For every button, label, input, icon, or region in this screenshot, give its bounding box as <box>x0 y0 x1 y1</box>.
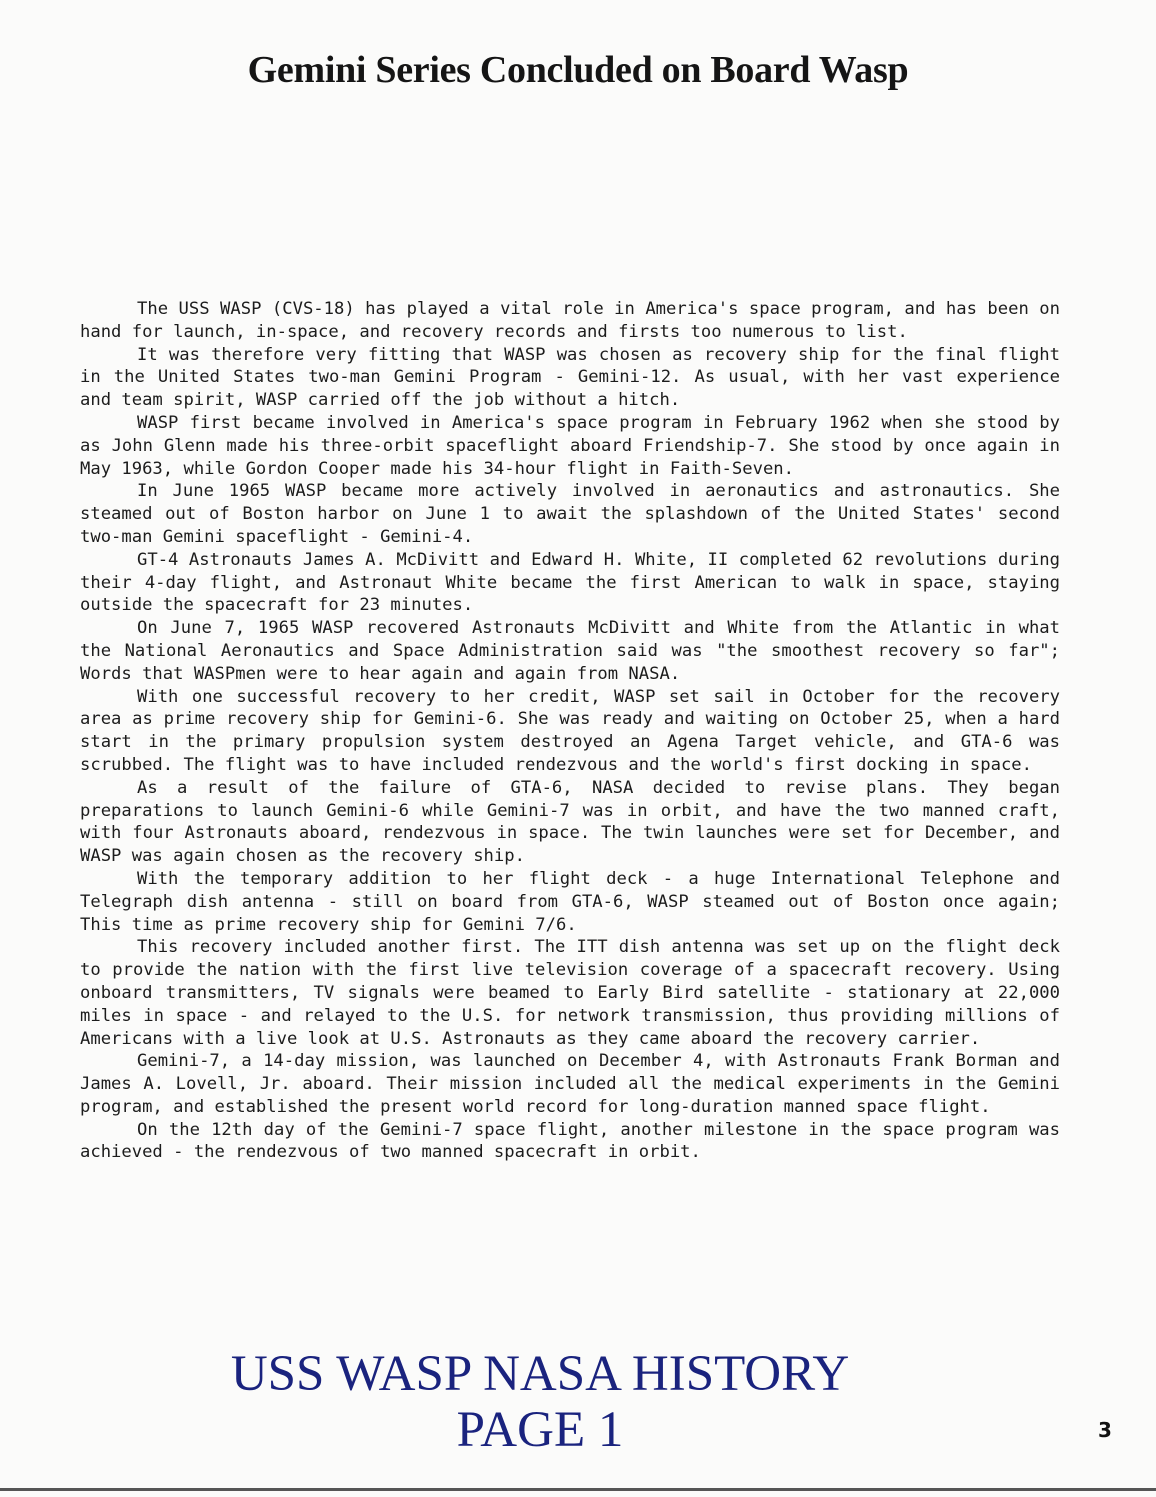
footer-line-1: USS WASP NASA HISTORY <box>230 1346 850 1402</box>
paragraph: Gemini-7, a 14-day mission, was launched on December 4, with Astronauts Frank Borman and James A. Lovell, Jr. aboard. Their mission included all the medical experiments in the Gemini program, and established the present world record for long-duration manned space flight. <box>80 1051 1060 1117</box>
paragraph: This recovery included another first. The ITT dish antenna was set up on the flight deck to provide the nation with the first live television coverage of a spacecraft recovery. Using onboard transmitters, TV signals were beamed to Early Bird satellite - stationary at 22,000 miles in space - and relayed to the U.S. for network transmission, thus providing millions of Americans with a live look at U.S. Astronauts as they came aboard the recovery carrier. <box>80 937 1060 1049</box>
footer-caption <box>80 1346 1000 1458</box>
paragraph: It was therefore very fitting that WASP was chosen as recovery ship for the final flight in the United States two-man Gemini Program - Gemini-12. As usual, with her vast experience and team spirit, WASP carried off the job without a hitch. <box>80 344 1060 411</box>
paragraph: WASP first became involved in America's space program in February 1962 when she stood by as John Glenn made his three-orbit spaceflight aboard Friendship-7. She stood by once again in May 1963, while Gordon Cooper made his 34-hour flight in Faith-Seven. <box>80 412 1060 479</box>
page-title: Gemini Series Concluded on Board Wasp <box>247 49 909 91</box>
footer-line-2: PAGE 1 <box>456 1402 624 1458</box>
paragraph: GT-4 Astronauts James A. McDivitt and Edward H. White, II completed 62 revolutions during their 4-day flight, and Astronaut White became the first American to walk in space, staying outside the spacecraft for 23 minutes. <box>80 549 1060 616</box>
paragraph: As a result of the failure of GTA-6, NASA decided to revise plans. They began preparations to launch Gemini-6 while Gemini-7 was in orbit, and have the two manned craft, with four Astronauts aboard, rendezvous in space. The twin launches were set for December, and WASP was again chosen as the recovery ship. <box>80 777 1060 867</box>
paragraph: With the temporary addition to her flight deck - a huge International Telephone and Telegraph dish antenna - still on board from GTA-6, WASP steamed out of Boston once again; This time as prime recovery ship for Gemini 7/6. <box>80 868 1060 935</box>
article-body <box>80 298 1060 1164</box>
paragraph: On the 12th day of the Gemini-7 space flight, another milestone in the space program was achieved - the rendezvous of two manned spacecraft in orbit. <box>80 1119 1060 1163</box>
paragraph: With one successful recovery to her credit, WASP set sail in October for the recovery area as prime recovery ship for Gemini-6. She was ready and waiting on October 25, when a hard start in the primary propulsion system destroyed an Agena Target vehicle, and GTA-6 was scrubbed. The flight was to have included rendezvous and the world's first docking in space. <box>80 686 1060 775</box>
paragraph: On June 7, 1965 WASP recovered Astronauts McDivitt and White from the Atlantic in what the National Aeronautics and Space Administration said was "the smoothest recovery so far"; Words that WASPmen were to hear again and again from NASA. <box>80 618 1060 684</box>
page-number: 3 <box>1098 1418 1112 1442</box>
paragraph: In June 1965 WASP became more actively involved in aeronautics and astronautics. She steamed out of Boston harbor on June 1 to await the splashdown of the United States' second two-man Gemini spaceflight - Gemini-4. <box>80 481 1060 547</box>
page-bottom-edge <box>0 1488 1156 1491</box>
paragraph: The USS WASP (CVS-18) has played a vital role in America's space program, and has been on hand for launch, in-space, and recovery records and firsts too numerous to list. <box>80 299 1060 342</box>
